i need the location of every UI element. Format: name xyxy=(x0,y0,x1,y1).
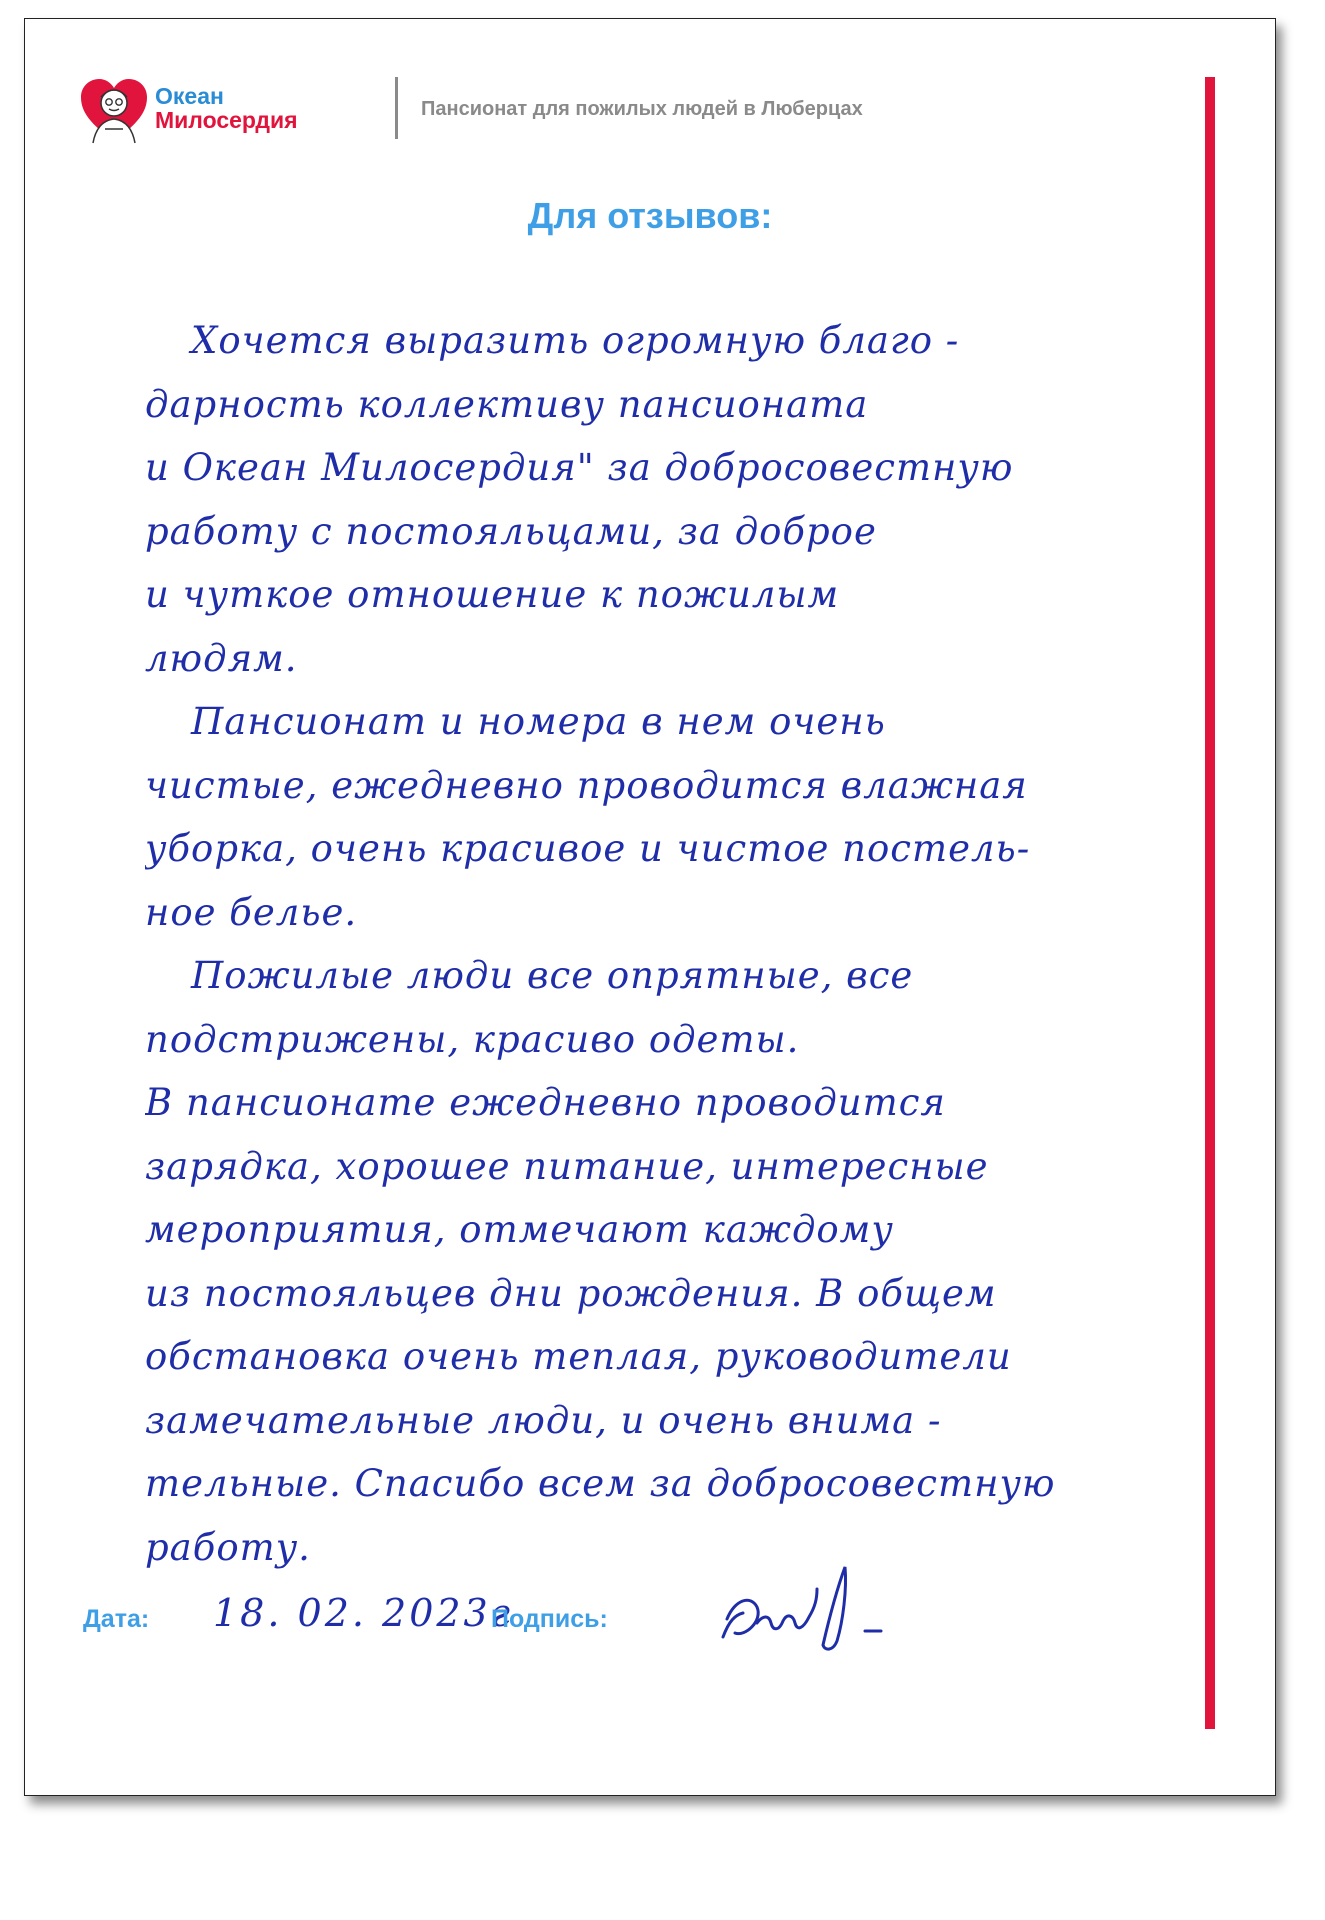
handwritten-review xyxy=(145,309,1185,1579)
logo-line2: Милосердия xyxy=(155,107,298,133)
review-line: чистые, ежедневно проводится влажная xyxy=(145,763,1028,807)
review-line: замечательные люди, и очень внима - xyxy=(145,1398,942,1442)
review-line: обстановка очень теплая, руководители xyxy=(145,1335,1012,1378)
review-line: зарядка, хорошее питание, интересные xyxy=(145,1144,989,1188)
review-line: и Океан Милосердия" за добросовестную xyxy=(145,446,1014,489)
header xyxy=(79,77,1079,147)
review-sheet xyxy=(24,18,1276,1796)
review-line: работу с постояльцами, за доброе xyxy=(145,509,877,553)
review-line: мероприятия, отмечают каждому xyxy=(145,1208,894,1251)
review-line: дарность коллективу пансионата xyxy=(145,382,869,426)
logo-heart-icon xyxy=(79,77,149,147)
review-line: подстрижены, красиво одеты. xyxy=(145,1017,800,1061)
review-line: В пансионате ежедневно проводится xyxy=(145,1081,946,1124)
red-margin-line xyxy=(1205,77,1215,1729)
header-divider xyxy=(395,77,398,139)
review-line: Хочется выразить огромную благо - xyxy=(191,319,960,362)
review-line: работу. xyxy=(145,1525,311,1569)
review-line: людям. xyxy=(145,636,298,680)
header-subtitle: Пансионат для пожилых людей в Люберцах xyxy=(421,98,863,120)
review-line: Пансионат и номера в нем очень xyxy=(191,700,886,743)
review-line: ное белье. xyxy=(145,890,358,934)
signature-icon xyxy=(705,1559,905,1669)
review-line: тельные. Спасибо всем за добросовестную xyxy=(145,1462,1056,1505)
review-line: уборка, очень красивое и чистое постель- xyxy=(145,827,1031,870)
page-title: Для отзывов: xyxy=(527,195,773,236)
review-line: из постояльцев дни рождения. В общем xyxy=(145,1271,997,1315)
logo-line1: Океан xyxy=(155,83,224,109)
review-line: и чуткое отношение к пожилым xyxy=(145,573,840,616)
date-label: Дата: xyxy=(83,1605,150,1633)
logo-text xyxy=(155,84,298,132)
date-value: 18. 02. 2023г xyxy=(213,1591,513,1635)
review-line: Пожилые люди все опрятные, все xyxy=(191,954,914,997)
signature-label: Подпись: xyxy=(491,1605,608,1633)
